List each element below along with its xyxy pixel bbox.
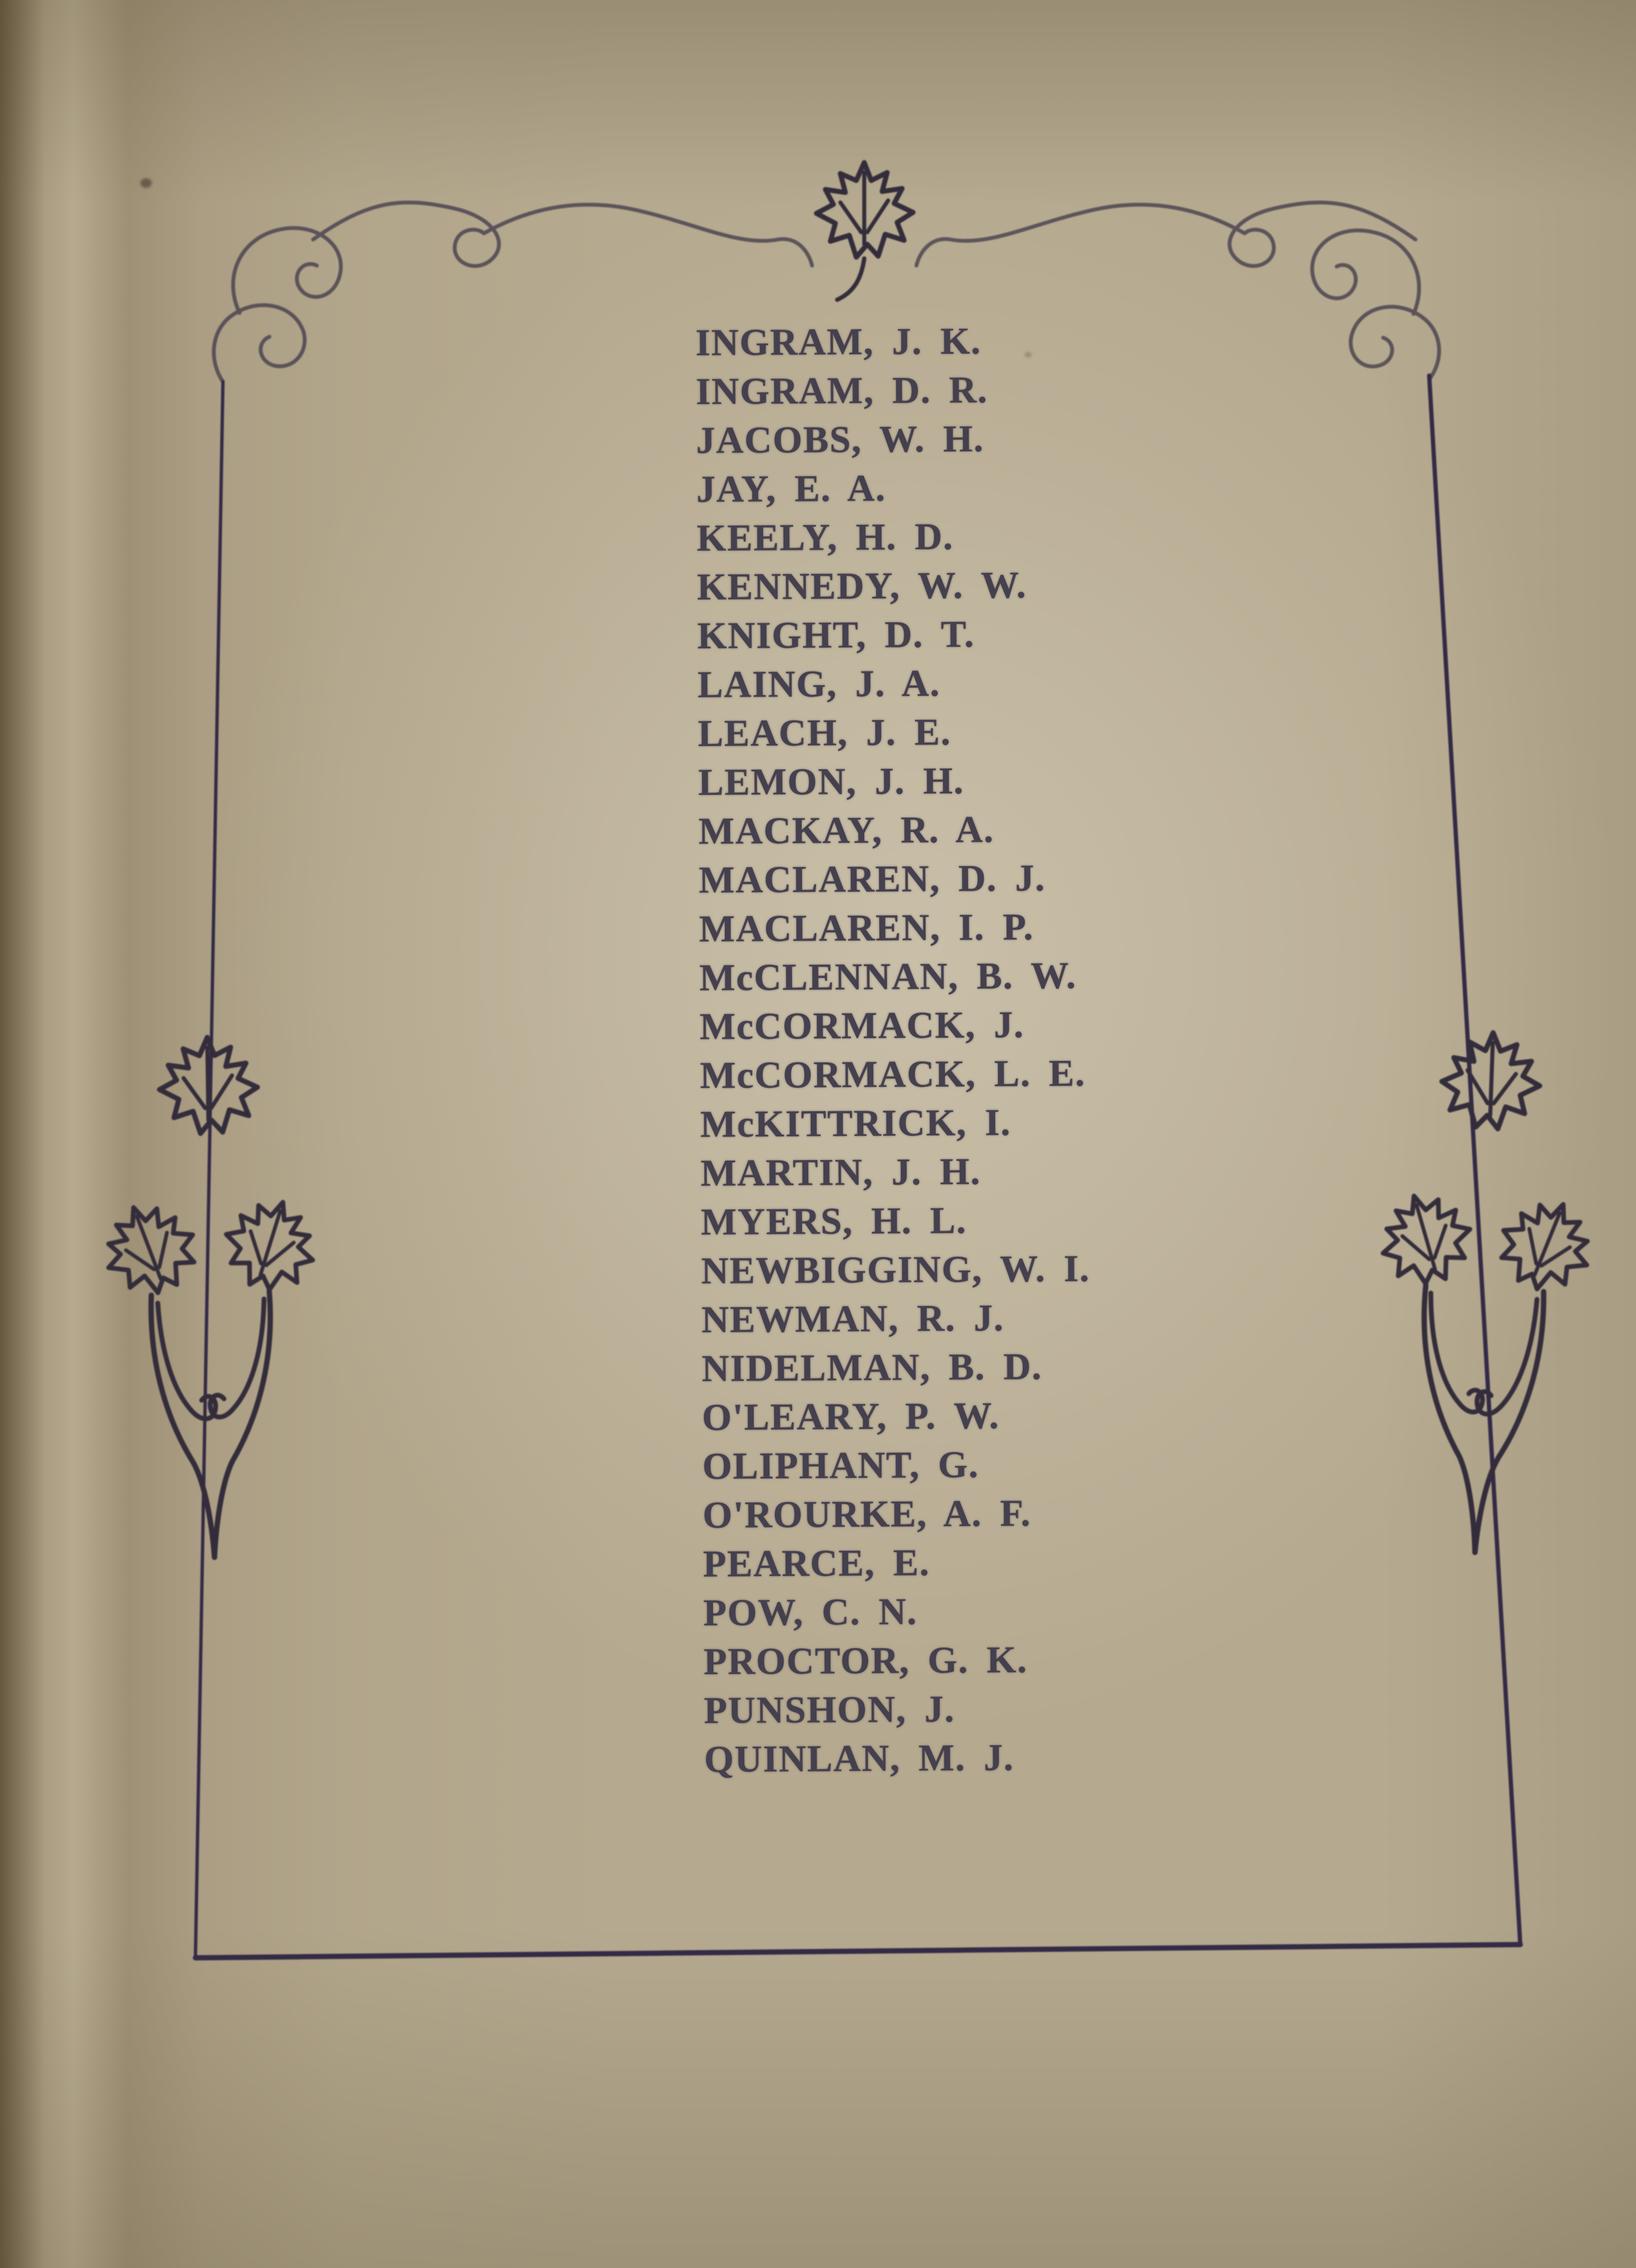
list-item: MACKAY, R. A. [698, 809, 995, 852]
list-item: POW, C. N. [703, 1591, 918, 1634]
list-item: O'LEARY, P. W. [702, 1395, 1000, 1438]
list-item: KNIGHT, D. T. [697, 613, 975, 657]
list-item: QUINLAN, M. J. [704, 1736, 1015, 1780]
list-item: PUNSHON, J. [703, 1688, 955, 1732]
paper-speck [140, 178, 152, 188]
list-item: MACLAREN, D. J. [698, 857, 1046, 901]
list-item: OLIPHANT, G. [702, 1444, 980, 1487]
list-item: McCORMACK, J. [699, 1004, 1025, 1048]
list-item: NEWBIGGING, W. I. [701, 1247, 1091, 1292]
right-border-line [1429, 376, 1520, 1945]
list-item: NIDELMAN, B. D. [702, 1346, 1043, 1390]
list-item: LEACH, J. E. [698, 711, 952, 755]
list-item: LAING, J. A. [697, 662, 941, 706]
bottom-border-line [195, 1945, 1520, 1958]
list-item: INGRAM, D. R. [695, 369, 988, 413]
left-border-line [195, 382, 223, 1958]
list-item: PEARCE, E. [702, 1542, 930, 1585]
list-item: MACLAREN, I. P. [699, 906, 1034, 950]
left-maple-cluster-icon [89, 1036, 331, 1559]
name-list [695, 316, 1093, 1784]
list-item: JAY, E. A. [696, 467, 887, 510]
list-item: KENNEDY, W. W. [697, 564, 1027, 608]
right-maple-cluster-icon [1359, 1029, 1611, 1557]
list-item: McCLENNAN, B. W. [699, 955, 1077, 999]
list-item: JACOBS, W. H. [696, 418, 984, 461]
list-item: O'ROURKE, A. F. [702, 1492, 1032, 1536]
list-item: NEWMAN, R. J. [701, 1297, 1005, 1341]
list-item: MARTIN, J. H. [700, 1151, 981, 1194]
paper-speck [1025, 352, 1032, 358]
list-item: McCORMACK, L. E. [700, 1052, 1086, 1097]
top-center-maple-leaf-icon [816, 163, 913, 300]
list-item: McKITTRICK, I. [700, 1101, 1011, 1145]
list-item: PROCTOR, G. K. [703, 1639, 1028, 1683]
list-item: KEELY, H. D. [696, 516, 954, 559]
list-item: LEMON, J. H. [698, 760, 964, 803]
list-item: INGRAM, J. K. [695, 320, 981, 364]
list-item: MYERS, H. L. [701, 1199, 967, 1243]
